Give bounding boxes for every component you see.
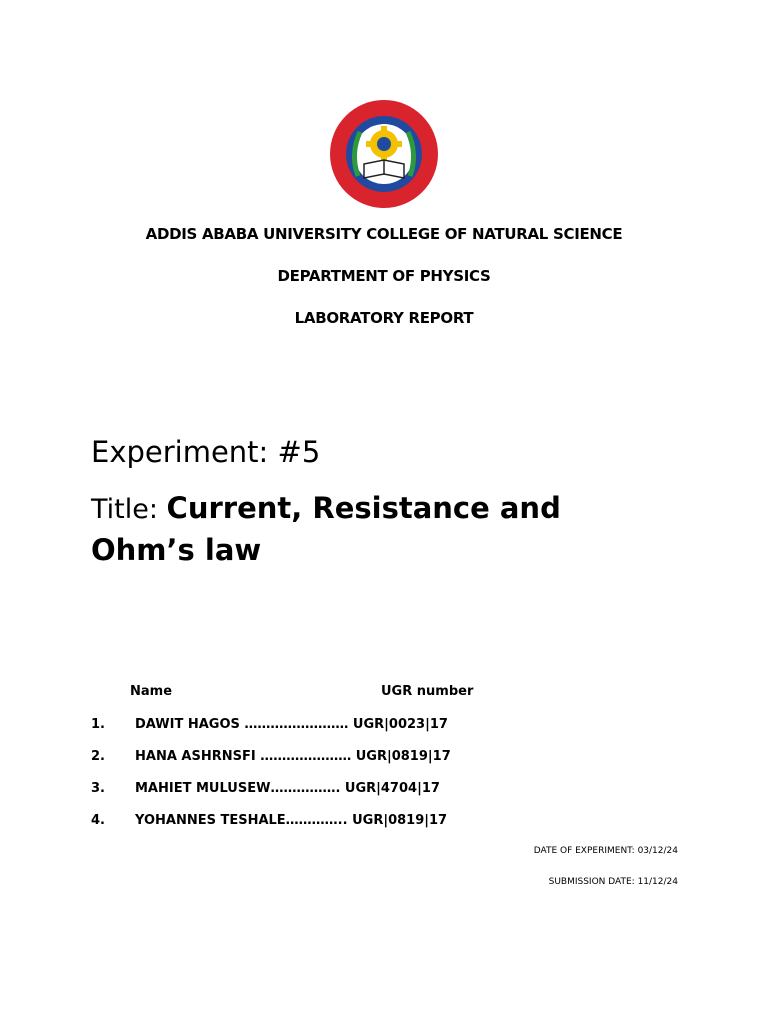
submission-date: SUBMISSION DATE: 11/12/24: [548, 877, 678, 887]
title-text: Current, Resistance and Ohm’s law: [91, 491, 561, 567]
experiment-number: Experiment: #5: [91, 435, 321, 469]
member-entry: MAHIET MULUSEW……………. UGR|4704|17: [135, 781, 440, 796]
university-college-heading: ADDIS ABABA UNIVERSITY COLLEGE OF NATURAL SCIENCE: [145, 225, 623, 243]
member-entry: HANA ASHRNSFI ………………… UGR|0819|17: [135, 749, 451, 764]
member-entry: YOHANNES TESHALE………….. UGR|0819|17: [135, 813, 448, 828]
member-entry: DAWIT HAGOS …………………… UGR|0023|17: [135, 717, 448, 732]
department-heading: DEPARTMENT OF PHYSICS: [277, 267, 491, 285]
report-type-heading: LABORATORY REPORT: [294, 309, 474, 327]
report-title: [91, 488, 651, 570]
member-number: 4.: [91, 813, 105, 828]
name-column-header: Name: [130, 684, 173, 699]
title-label: Title:: [91, 494, 167, 525]
member-number: 1.: [91, 717, 105, 732]
ugr-column-header: UGR number: [381, 684, 474, 699]
member-number: 2.: [91, 749, 105, 764]
experiment-date: DATE OF EXPERIMENT: 03/12/24: [533, 846, 678, 856]
member-number: 3.: [91, 781, 105, 796]
university-logo: [328, 98, 440, 210]
